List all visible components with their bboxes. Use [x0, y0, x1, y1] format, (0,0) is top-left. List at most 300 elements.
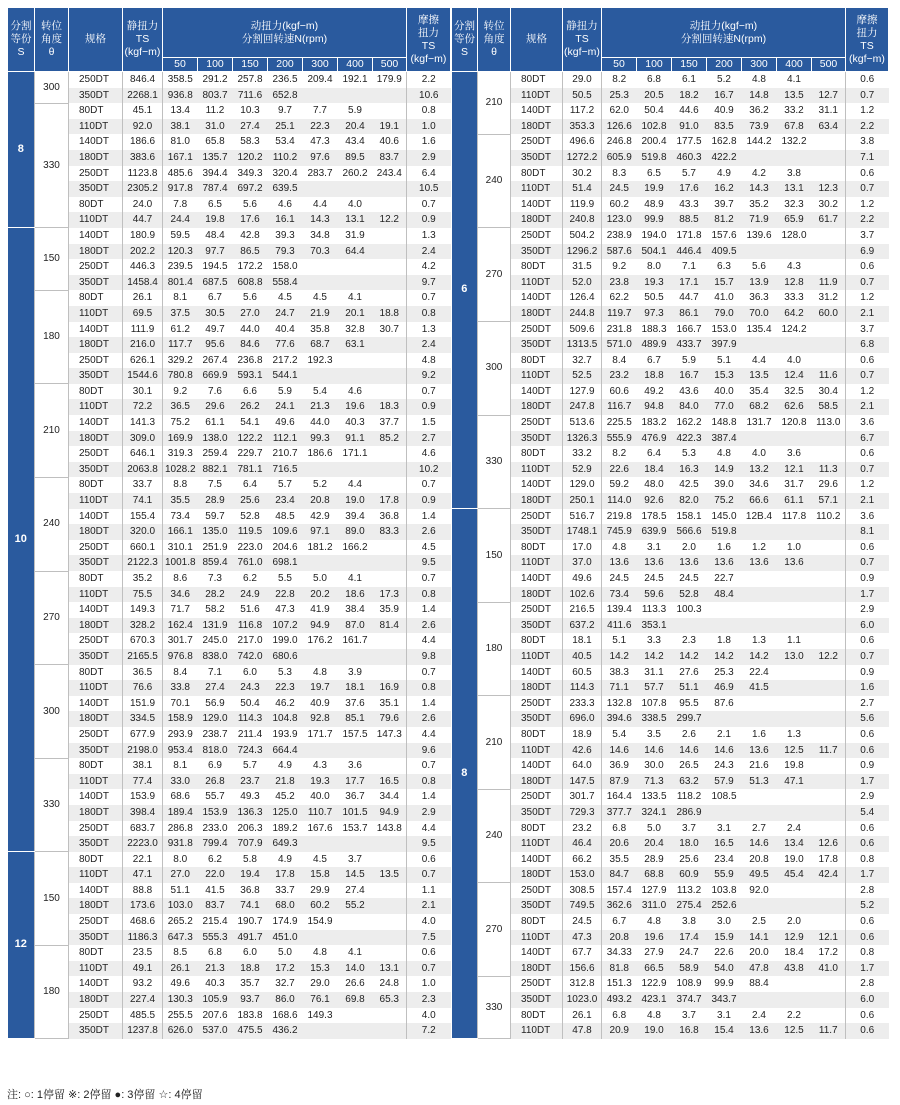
spec-cell: 80DT [511, 1008, 563, 1024]
dynamic-torque-cell: 47.1 [777, 774, 812, 790]
header-speed: 100 [637, 58, 672, 72]
table-row [452, 415, 889, 431]
static-torque-cell: 1186.3 [123, 930, 163, 946]
dynamic-torque-cell: 4.6 [268, 197, 303, 213]
dynamic-torque-cell [812, 914, 846, 930]
dynamic-torque-cell [777, 571, 812, 587]
dynamic-torque-cell [812, 353, 846, 369]
dynamic-torque-cell: 179.9 [373, 72, 407, 88]
table-row [8, 244, 451, 260]
spec-cell: 350DT [511, 524, 563, 540]
table-row [452, 228, 889, 244]
dynamic-torque-cell: 917.8 [163, 181, 198, 197]
static-torque-cell: 149.3 [123, 602, 163, 618]
static-torque-cell: 1123.8 [123, 166, 163, 182]
spec-cell: 110DT [69, 493, 123, 509]
static-torque-cell: 250.1 [563, 493, 602, 509]
dynamic-torque-cell: 47.3 [303, 134, 338, 150]
dynamic-torque-cell: 7.1 [672, 259, 707, 275]
dynamic-torque-cell: 6.7 [602, 914, 637, 930]
dynamic-torque-cell: 446.4 [672, 244, 707, 260]
friction-cell: 0.7 [407, 384, 451, 400]
dynamic-torque-cell: 171.1 [338, 446, 373, 462]
dynamic-torque-cell: 13.6 [707, 555, 742, 571]
static-torque-cell: 1237.8 [123, 1023, 163, 1039]
dynamic-torque-cell: 18.3 [373, 399, 407, 415]
dynamic-torque-cell: 149.3 [303, 1008, 338, 1024]
spec-cell: 110DT [511, 462, 563, 478]
dynamic-torque-cell [742, 150, 777, 166]
spec-cell: 180DT [511, 867, 563, 883]
dynamic-torque-cell: 680.6 [268, 649, 303, 665]
dynamic-torque-cell: 161.7 [338, 633, 373, 649]
dynamic-torque-cell: 4.6 [338, 384, 373, 400]
dynamic-torque-cell: 5.3 [268, 665, 303, 681]
dynamic-torque-cell [777, 992, 812, 1008]
dynamic-torque-cell [338, 1023, 373, 1039]
header-speed: 150 [233, 58, 268, 72]
dynamic-torque-cell: 664.4 [268, 743, 303, 759]
spec-cell: 80DT [69, 103, 123, 119]
spec-cell: 250DT [69, 353, 123, 369]
dynamic-torque-cell: 299.7 [672, 711, 707, 727]
dynamic-torque-cell: 168.6 [268, 1008, 303, 1024]
static-torque-cell: 24.5 [563, 914, 602, 930]
dynamic-torque-cell: 127.9 [637, 883, 672, 899]
dynamic-torque-cell: 60.0 [812, 306, 846, 322]
dynamic-torque-cell: 236.8 [233, 353, 268, 369]
dynamic-torque-cell: 125.0 [268, 805, 303, 821]
static-torque-cell: 46.4 [563, 836, 602, 852]
dynamic-torque-cell: 52.8 [233, 509, 268, 525]
dynamic-torque-cell: 28.9 [637, 852, 672, 868]
static-torque-cell: 92.0 [123, 119, 163, 135]
dynamic-torque-cell: 22.4 [742, 665, 777, 681]
dynamic-torque-cell: 3.5 [637, 727, 672, 743]
dynamic-torque-cell: 5.5 [268, 571, 303, 587]
dynamic-torque-cell: 338.5 [637, 711, 672, 727]
friction-cell: 4.4 [407, 727, 451, 743]
dynamic-torque-cell: 1.0 [777, 540, 812, 556]
dynamic-torque-cell: 519.8 [707, 524, 742, 540]
dynamic-torque-cell: 153.7 [338, 821, 373, 837]
dynamic-torque-cell: 6.5 [637, 166, 672, 182]
spec-cell: 350DT [511, 150, 563, 166]
spec-cell: 350DT [69, 462, 123, 478]
table-row [452, 930, 889, 946]
friction-cell: 1.2 [846, 197, 889, 213]
friction-cell: 4.5 [407, 540, 451, 556]
dynamic-torque-cell: 110.2 [812, 509, 846, 525]
static-torque-cell: 126.4 [563, 290, 602, 306]
friction-cell: 5.6 [846, 711, 889, 727]
friction-cell: 0.7 [407, 665, 451, 681]
table-row [452, 852, 889, 868]
dynamic-torque-cell: 223.0 [233, 540, 268, 556]
dynamic-torque-cell: 2.1 [707, 727, 742, 743]
dynamic-torque-cell: 63.2 [672, 774, 707, 790]
dynamic-torque-cell: 48.5 [268, 509, 303, 525]
dynamic-torque-cell: 6.8 [637, 72, 672, 88]
header-static-torque: 静扭力 TS (kgf−m) [123, 8, 163, 72]
static-torque-cell: 749.5 [563, 898, 602, 914]
dynamic-torque-cell: 21.9 [303, 306, 338, 322]
dynamic-torque-cell: 27.4 [198, 680, 233, 696]
header-angle: 转位 角度 θ [35, 8, 69, 72]
static-torque-cell: 309.0 [123, 431, 163, 447]
dynamic-torque-cell: 79.0 [707, 306, 742, 322]
table-row [452, 103, 889, 119]
dynamic-torque-cell: 83.7 [198, 898, 233, 914]
dynamic-torque-cell: 16.5 [373, 774, 407, 790]
table-row [452, 914, 889, 930]
static-torque-cell: 2305.2 [123, 181, 163, 197]
friction-cell: 1.4 [407, 696, 451, 712]
dynamic-torque-cell: 116.7 [602, 399, 637, 415]
dynamic-torque-cell: 50.5 [637, 290, 672, 306]
dynamic-torque-cell: 39.3 [268, 228, 303, 244]
dynamic-torque-cell: 166.7 [672, 322, 707, 338]
dynamic-torque-cell [373, 181, 407, 197]
table-row [452, 821, 889, 837]
dynamic-torque-cell: 87.9 [602, 774, 637, 790]
dynamic-torque-cell: 24.5 [672, 571, 707, 587]
dynamic-torque-cell: 14.1 [742, 930, 777, 946]
dynamic-torque-cell: 17.4 [672, 930, 707, 946]
dynamic-torque-cell: 5.7 [672, 166, 707, 182]
spec-cell: 350DT [511, 898, 563, 914]
dynamic-torque-cell: 43.3 [672, 197, 707, 213]
spec-cell: 250DT [69, 259, 123, 275]
friction-cell: 10.2 [407, 462, 451, 478]
dynamic-torque-cell: 243.4 [373, 166, 407, 182]
dynamic-torque-cell: 626.0 [163, 1023, 198, 1039]
angle-cell: 300 [35, 72, 69, 104]
static-torque-cell: 50.5 [563, 88, 602, 104]
spec-cell: 110DT [511, 649, 563, 665]
dynamic-torque-cell: 8.0 [163, 852, 198, 868]
dynamic-torque-cell: 882.1 [198, 462, 233, 478]
spec-cell: 180DT [69, 711, 123, 727]
dynamic-torque-cell: 44.6 [672, 103, 707, 119]
dynamic-torque-cell: 493.2 [602, 992, 637, 1008]
dynamic-torque-cell: 31.1 [812, 103, 846, 119]
dynamic-torque-cell: 8.1 [163, 290, 198, 306]
dynamic-torque-cell: 13.6 [742, 555, 777, 571]
dynamic-torque-cell [303, 88, 338, 104]
table-row [8, 930, 451, 946]
dynamic-torque-cell: 24.3 [707, 758, 742, 774]
dynamic-torque-cell: 17.6 [233, 212, 268, 228]
static-torque-cell: 186.6 [123, 134, 163, 150]
dynamic-torque-cell: 14.5 [338, 867, 373, 883]
table-row [8, 493, 451, 509]
angle-cell: 180 [478, 602, 511, 696]
dynamic-torque-cell: 13.5 [777, 88, 812, 104]
dynamic-torque-cell: 5.1 [707, 353, 742, 369]
dynamic-torque-cell: 436.2 [268, 1023, 303, 1039]
dynamic-torque-cell: 153.0 [707, 322, 742, 338]
dynamic-torque-cell: 374.7 [672, 992, 707, 1008]
dynamic-torque-cell [812, 72, 846, 88]
static-torque-cell: 49.6 [563, 571, 602, 587]
dynamic-torque-cell: 190.7 [233, 914, 268, 930]
dynamic-torque-cell: 27.0 [233, 306, 268, 322]
static-torque-cell: 660.1 [123, 540, 163, 556]
dynamic-torque-cell: 58.2 [198, 602, 233, 618]
table-row [452, 477, 889, 493]
table-row [8, 587, 451, 603]
dynamic-torque-cell: 59.6 [637, 587, 672, 603]
dynamic-torque-cell [373, 259, 407, 275]
spec-cell: 110DT [69, 399, 123, 415]
dynamic-torque-cell [812, 665, 846, 681]
dynamic-torque-cell: 5.7 [268, 477, 303, 493]
static-torque-cell: 846.4 [123, 72, 163, 88]
dynamic-torque-cell: 67.8 [777, 119, 812, 135]
dynamic-torque-cell: 29.0 [303, 976, 338, 992]
spec-cell: 140DT [69, 415, 123, 431]
spec-cell: 140DT [69, 134, 123, 150]
table-row [452, 805, 889, 821]
dynamic-torque-cell: 1001.8 [163, 555, 198, 571]
spec-cell: 110DT [511, 555, 563, 571]
dynamic-torque-cell: 131.9 [198, 618, 233, 634]
dynamic-torque-cell: 349.3 [233, 166, 268, 182]
static-torque-cell: 696.0 [563, 711, 602, 727]
dynamic-torque-cell: 286.9 [672, 805, 707, 821]
dynamic-torque-cell: 48.4 [198, 228, 233, 244]
dynamic-torque-cell: 20.8 [303, 493, 338, 509]
dynamic-torque-cell: 79.6 [373, 711, 407, 727]
dynamic-torque-cell [373, 930, 407, 946]
dynamic-torque-cell: 17.8 [268, 867, 303, 883]
table-row [452, 72, 889, 88]
dynamic-torque-cell: 489.9 [637, 337, 672, 353]
spec-cell: 250DT [69, 821, 123, 837]
dynamic-torque-cell: 801.4 [163, 275, 198, 291]
dynamic-torque-cell: 120.8 [777, 415, 812, 431]
friction-cell: 4.4 [407, 633, 451, 649]
dynamic-torque-cell: 210.7 [268, 446, 303, 462]
table-row [452, 680, 889, 696]
header-angle: 转位 角度 θ [478, 8, 511, 72]
dynamic-torque-cell [812, 774, 846, 790]
static-torque-cell: 677.9 [123, 727, 163, 743]
static-torque-cell: 40.5 [563, 649, 602, 665]
dynamic-torque-cell: 745.9 [602, 524, 637, 540]
static-torque-cell: 1748.1 [563, 524, 602, 540]
dynamic-torque-cell: 132.2 [777, 134, 812, 150]
dynamic-torque-cell: 6.7 [637, 353, 672, 369]
angle-cell: 330 [478, 415, 511, 509]
spec-cell: 180DT [511, 680, 563, 696]
dynamic-torque-cell: 5.0 [303, 571, 338, 587]
dynamic-torque-cell: 19.0 [777, 852, 812, 868]
header-dynamic-torque: 动扭力(kgf−m) 分割回转速N(rpm) [602, 8, 846, 58]
spec-cell: 350DT [511, 244, 563, 260]
dynamic-torque-cell: 204.6 [268, 540, 303, 556]
dynamic-torque-cell: 555.9 [602, 431, 637, 447]
dynamic-torque-cell: 18.1 [338, 680, 373, 696]
dynamic-torque-cell: 51.1 [163, 883, 198, 899]
angle-cell: 300 [35, 665, 69, 759]
dynamic-torque-cell: 68.8 [637, 867, 672, 883]
dynamic-torque-cell [812, 150, 846, 166]
table-row [8, 945, 451, 961]
dynamic-torque-cell: 12.1 [777, 462, 812, 478]
dynamic-torque-cell: 3.6 [777, 446, 812, 462]
dynamic-torque-cell: 183.8 [233, 1008, 268, 1024]
dynamic-torque-cell: 206.3 [233, 821, 268, 837]
dynamic-torque-cell: 84.6 [233, 337, 268, 353]
dynamic-torque-cell: 119.7 [602, 306, 637, 322]
table-row [8, 633, 451, 649]
dynamic-torque-cell: 2.0 [672, 540, 707, 556]
table-row [8, 399, 451, 415]
dynamic-torque-cell [373, 244, 407, 260]
dynamic-torque-cell: 162.4 [163, 618, 198, 634]
dynamic-torque-cell: 97.6 [303, 150, 338, 166]
dynamic-torque-cell: 18.8 [373, 306, 407, 322]
dynamic-torque-cell: 14.2 [707, 649, 742, 665]
dynamic-torque-cell: 36.7 [338, 789, 373, 805]
friction-cell: 0.7 [407, 571, 451, 587]
dynamic-torque-cell: 60.9 [672, 867, 707, 883]
table-row [452, 976, 889, 992]
spec-cell: 250DT [511, 789, 563, 805]
table-row [452, 259, 889, 275]
dynamic-torque-cell: 571.0 [602, 337, 637, 353]
friction-cell: 0.9 [846, 571, 889, 587]
static-torque-cell: 141.3 [123, 415, 163, 431]
dynamic-torque-cell: 61.7 [812, 212, 846, 228]
dynamic-torque-cell: 4.1 [777, 72, 812, 88]
dynamic-torque-cell: 65.3 [373, 992, 407, 1008]
dynamic-torque-cell: 18.2 [672, 88, 707, 104]
dynamic-torque-cell: 20.8 [602, 930, 637, 946]
dynamic-torque-cell: 108.5 [707, 789, 742, 805]
dynamic-torque-cell: 38.4 [338, 602, 373, 618]
dynamic-torque-cell: 49.2 [637, 384, 672, 400]
dynamic-torque-cell: 3.8 [777, 166, 812, 182]
dynamic-torque-cell: 171.8 [672, 228, 707, 244]
dynamic-torque-cell: 329.2 [163, 353, 198, 369]
spec-cell: 80DT [511, 633, 563, 649]
dynamic-torque-cell: 33.8 [163, 680, 198, 696]
static-torque-cell: 23.5 [123, 945, 163, 961]
dynamic-torque-cell: 257.8 [233, 72, 268, 88]
dynamic-torque-cell [812, 134, 846, 150]
friction-cell: 0.7 [407, 197, 451, 213]
friction-cell: 1.1 [407, 883, 451, 899]
static-torque-cell: 66.2 [563, 852, 602, 868]
dynamic-torque-cell: 177.5 [672, 134, 707, 150]
dynamic-torque-cell: 57.1 [812, 493, 846, 509]
dynamic-torque-cell: 652.8 [268, 88, 303, 104]
dynamic-torque-cell: 68.6 [163, 789, 198, 805]
dynamic-torque-cell: 4.9 [268, 758, 303, 774]
dynamic-torque-cell: 225.5 [602, 415, 637, 431]
dynamic-torque-cell: 5.4 [602, 727, 637, 743]
dynamic-torque-cell [373, 743, 407, 759]
dynamic-torque-cell: 34.4 [373, 789, 407, 805]
dynamic-torque-cell: 192.3 [303, 353, 338, 369]
dynamic-torque-cell: 19.6 [637, 930, 672, 946]
dynamic-torque-cell: 55.7 [198, 789, 233, 805]
dynamic-torque-cell [303, 259, 338, 275]
table-row [8, 477, 451, 493]
friction-cell: 5.4 [846, 805, 889, 821]
table-row [8, 197, 451, 213]
dynamic-torque-cell: 411.6 [602, 618, 637, 634]
dynamic-torque-cell: 105.9 [198, 992, 233, 1008]
dynamic-torque-cell: 81.8 [602, 961, 637, 977]
dynamic-torque-cell: 26.2 [233, 399, 268, 415]
static-torque-cell: 52.9 [563, 462, 602, 478]
dynamic-torque-cell: 143.8 [373, 821, 407, 837]
dynamic-torque-cell: 5.1 [602, 633, 637, 649]
dynamic-torque-cell: 14.2 [637, 649, 672, 665]
table-row [452, 711, 889, 727]
spec-cell: 110DT [69, 867, 123, 883]
dynamic-torque-cell: 12.7 [812, 88, 846, 104]
static-torque-cell: 516.7 [563, 509, 602, 525]
dynamic-torque-cell: 164.4 [602, 789, 637, 805]
friction-cell: 1.0 [407, 119, 451, 135]
dynamic-torque-cell: 75.2 [163, 415, 198, 431]
division-cell: 8 [452, 509, 478, 1039]
spec-cell: 350DT [69, 88, 123, 104]
dynamic-torque-cell: 21.8 [268, 774, 303, 790]
dynamic-torque-cell: 8.1 [163, 758, 198, 774]
dynamic-torque-cell: 66.5 [637, 961, 672, 977]
dynamic-torque-cell: 186.6 [303, 446, 338, 462]
dynamic-torque-cell: 97.3 [637, 306, 672, 322]
spec-cell: 350DT [511, 711, 563, 727]
static-torque-cell: 47.3 [563, 930, 602, 946]
table-row [8, 618, 451, 634]
dynamic-torque-cell: 19.0 [338, 493, 373, 509]
dynamic-torque-cell: 85.2 [373, 431, 407, 447]
dynamic-torque-cell: 49.6 [268, 415, 303, 431]
dynamic-torque-cell: 724.3 [233, 743, 268, 759]
dynamic-torque-cell: 113.0 [812, 415, 846, 431]
spec-cell: 180DT [69, 618, 123, 634]
spec-cell: 110DT [69, 119, 123, 135]
static-torque-cell: 30.1 [123, 384, 163, 400]
dynamic-torque-cell [812, 883, 846, 899]
dynamic-torque-cell: 24.5 [637, 571, 672, 587]
friction-cell: 9.5 [407, 555, 451, 571]
spec-cell: 250DT [69, 727, 123, 743]
table-row [8, 711, 451, 727]
dynamic-torque-cell [812, 758, 846, 774]
dynamic-torque-cell: 26.6 [338, 976, 373, 992]
dynamic-torque-cell: 31.7 [777, 477, 812, 493]
dynamic-torque-cell: 81.2 [707, 212, 742, 228]
dynamic-torque-cell: 697.2 [233, 181, 268, 197]
dynamic-torque-cell: 953.4 [163, 743, 198, 759]
dynamic-torque-cell: 71.7 [163, 602, 198, 618]
spec-cell: 80DT [511, 166, 563, 182]
static-torque-cell: 637.2 [563, 618, 602, 634]
table-row [8, 571, 451, 587]
spec-cell: 140DT [69, 789, 123, 805]
table-row [452, 1023, 889, 1039]
friction-cell: 0.6 [846, 727, 889, 743]
static-torque-cell: 244.8 [563, 306, 602, 322]
